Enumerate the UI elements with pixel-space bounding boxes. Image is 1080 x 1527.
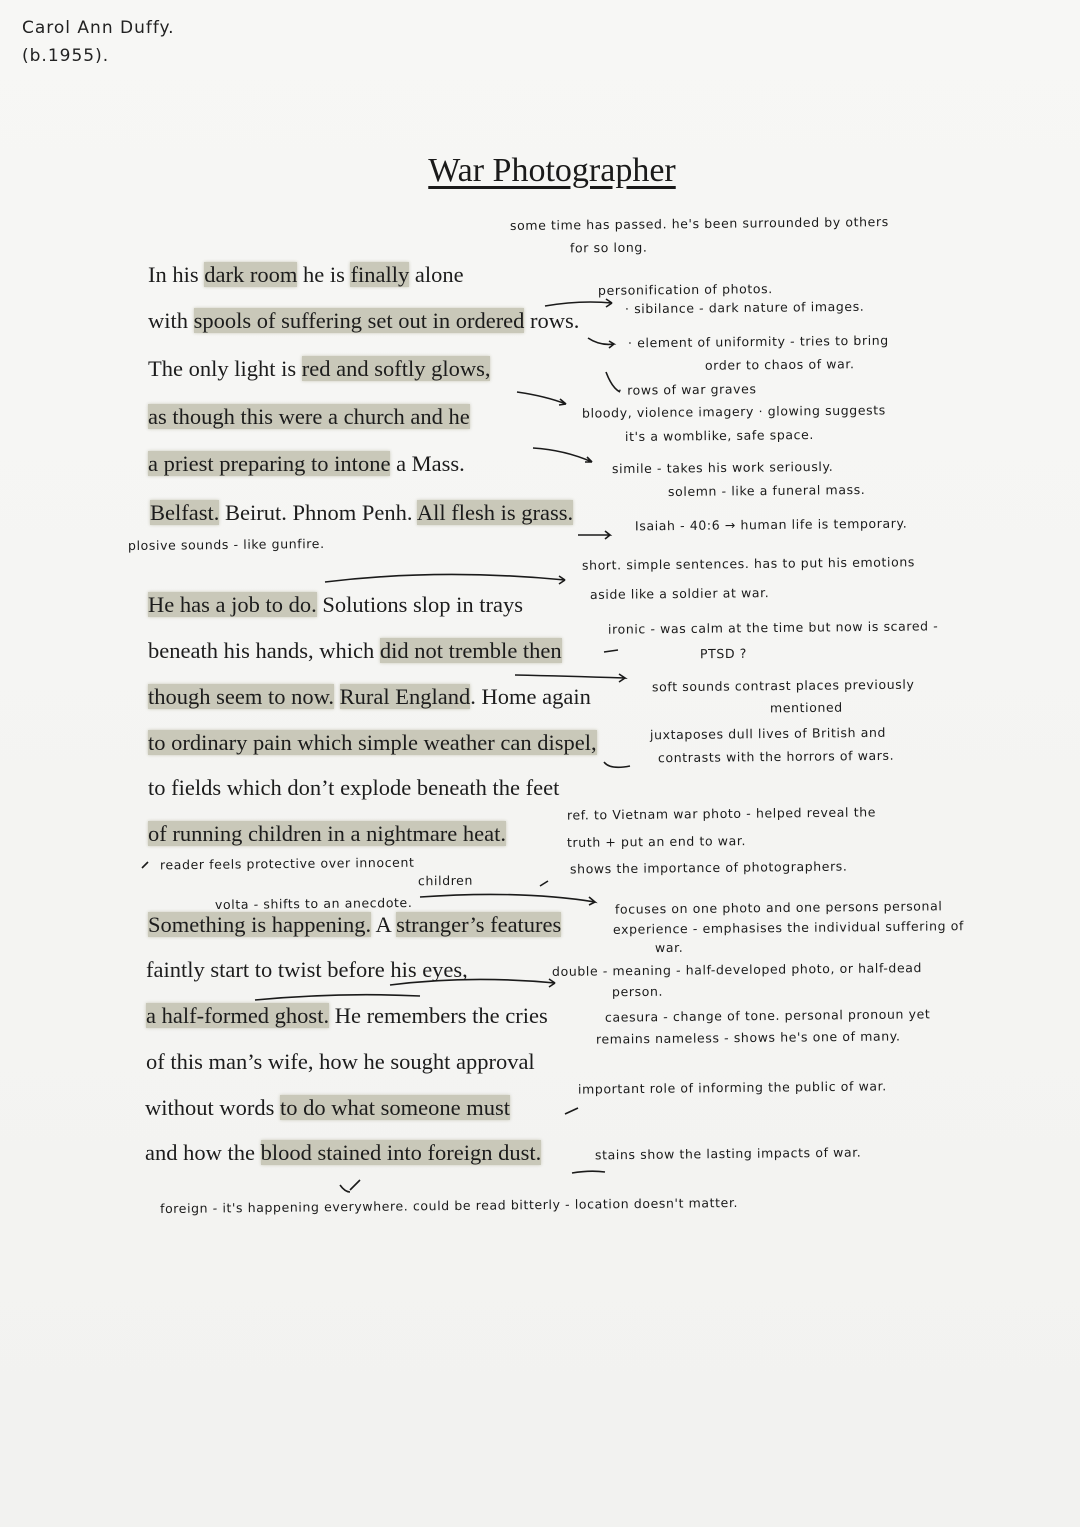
highlighted-text: of running children in a nightmare heat.	[148, 821, 507, 846]
handwritten-annotation: some time has passed. he's been surrounded by others	[509, 214, 889, 233]
handwritten-annotation: bloody, violence imagery · glowing suggests	[581, 402, 886, 421]
poem-text: He remembers the cries	[329, 1003, 548, 1028]
handwritten-annotation: important role of informing the public of war.	[577, 1078, 887, 1097]
author-dates-note: (b.1955).	[22, 46, 110, 66]
poem-text: Beirut. Phnom Penh.	[219, 500, 417, 525]
handwritten-annotation: remains nameless - shows he's one of many.	[595, 1028, 901, 1047]
highlighted-text: a priest preparing to intone	[148, 451, 391, 476]
highlighted-text: to do what someone must	[280, 1095, 510, 1120]
highlighted-text: blood stained into foreign dust.	[260, 1140, 542, 1165]
handwritten-annotation: solemn - like a funeral mass.	[667, 481, 866, 500]
handwritten-annotation: aside like a soldier at war.	[589, 585, 770, 602]
highlighted-text: spools of suffering set out in ordered	[193, 308, 525, 333]
arrow-icon	[604, 762, 630, 767]
arrow-icon	[515, 674, 625, 682]
handwritten-annotation: foreign - it's happening everywhere. could be read bitterly - location doesn't matter.	[159, 1194, 739, 1217]
highlighted-text: dark room	[204, 262, 298, 287]
highlighted-text: red and softly glows,	[301, 356, 491, 381]
poem-text: In his	[148, 262, 205, 287]
handwritten-annotation: ironic - was calm at the time but now is scared -	[607, 618, 939, 637]
handwritten-annotation: truth + put an end to war.	[566, 833, 747, 850]
poem-text: beneath his hands, which	[148, 638, 380, 663]
handwritten-annotation: contrasts with the horrors of wars.	[657, 747, 895, 766]
handwritten-annotation: mentioned	[769, 699, 843, 716]
handwritten-annotation: shows the importance of photographers.	[569, 858, 848, 877]
handwritten-annotation: reader feels protective over innocent	[159, 854, 415, 873]
arrow-icon	[517, 392, 566, 405]
highlighted-text: a half-formed ghost.	[146, 1003, 330, 1028]
arrow-icon	[533, 448, 592, 462]
poem-text: Solutions slop in trays	[316, 592, 523, 617]
handwritten-annotation: caesura - change of tone. personal pronoun yet	[604, 1006, 931, 1025]
arrow-icon	[325, 574, 565, 584]
author-note: Carol Ann Duffy.	[22, 18, 175, 38]
arrow-icon	[578, 531, 610, 539]
arrow-icon	[540, 881, 548, 886]
handwritten-annotation: · sibilance - dark nature of images.	[624, 298, 865, 317]
poem-title: War Photographer	[428, 152, 676, 189]
handwritten-annotation: double - meaning - half-developed photo, or half-dead	[551, 960, 923, 979]
poem-text: A	[371, 912, 397, 937]
arrow-icon	[142, 862, 148, 868]
arrow-icon	[340, 1180, 360, 1192]
arrow-icon	[565, 1108, 578, 1114]
handwritten-annotation: order to chaos of war.	[704, 356, 855, 373]
poem-text: without words	[145, 1095, 280, 1120]
handwritten-annotation: simile - takes his work seriously.	[611, 458, 834, 477]
handwritten-annotation: ref. to Vietnam war photo - helped reveal the	[566, 804, 877, 823]
highlighted-text: Belfast.	[150, 500, 220, 525]
poem-text: to fields which don’t explode beneath the feet	[148, 775, 560, 800]
handwritten-annotation: stains show the lasting impacts of war.	[594, 1144, 862, 1163]
highlighted-text: He has a job to do.	[148, 592, 317, 617]
arrow-icon	[604, 650, 618, 652]
handwritten-annotation: children	[417, 872, 474, 889]
highlighted-text: All flesh is grass.	[416, 500, 574, 525]
arrow-icon	[545, 299, 612, 307]
handwritten-annotation: · element of uniformity - tries to bring	[627, 332, 889, 351]
highlighted-text: stranger’s features	[396, 912, 562, 937]
poem-text: and how the	[145, 1140, 261, 1165]
highlighted-text: Something is happening.	[148, 912, 372, 937]
handwritten-annotation: plosive sounds - like gunfire.	[127, 535, 325, 554]
arrow-icon	[390, 979, 555, 987]
handwritten-annotation: PTSD ?	[699, 645, 748, 662]
poem-text: with	[148, 308, 194, 333]
handwritten-annotation: short. simple sentences. has to put his emotions	[581, 554, 916, 573]
arrow-icon	[606, 372, 620, 392]
handwritten-annotation: personification of photos.	[597, 281, 773, 298]
handwritten-annotation: volta - shifts to an anecdote.	[214, 894, 413, 913]
handwritten-annotation: person.	[611, 983, 664, 1000]
poem-text: of this man’s wife, how he sought approval	[146, 1049, 535, 1074]
highlighted-text: to ordinary pain which simple weather can dispel,	[148, 730, 597, 755]
arrow-icon	[572, 1171, 605, 1173]
highlighted-text: did not tremble then	[379, 638, 562, 663]
arrow-icon	[588, 338, 614, 348]
handwritten-annotation: experience - emphasises the individual suffering of	[612, 918, 965, 937]
arrow-icon	[420, 894, 595, 905]
handwritten-annotation: · rows of war graves	[617, 381, 757, 398]
poem-text: . Home again	[470, 684, 591, 709]
poem-text: he is	[297, 262, 351, 287]
handwritten-annotation: focuses on one photo and one persons personal	[614, 898, 943, 917]
handwritten-annotation: juxtaposes dull lives of British and	[649, 724, 887, 743]
poem-text: rows.	[524, 308, 580, 333]
poem-text: a Mass.	[390, 451, 465, 476]
poem-text: faintly start to twist before his eyes,	[146, 957, 468, 982]
handwritten-annotation: it's a womblike, safe space.	[624, 427, 815, 444]
highlighted-text: Rural England	[339, 684, 471, 709]
handwritten-annotation: for so long.	[569, 239, 648, 256]
highlighted-text: as though this were a church and he	[148, 404, 470, 429]
poem-text: The only light is	[148, 356, 302, 381]
poem-text: alone	[409, 262, 464, 287]
arrow-icon	[255, 995, 420, 1000]
highlighted-text: though seem to now.	[148, 684, 335, 709]
handwritten-annotation: soft sounds contrast places previously	[651, 676, 915, 695]
handwritten-annotation: war.	[654, 939, 684, 956]
highlighted-text: finally	[350, 262, 410, 287]
handwritten-annotation: Isaiah - 40:6 → human life is temporary.	[634, 515, 908, 534]
